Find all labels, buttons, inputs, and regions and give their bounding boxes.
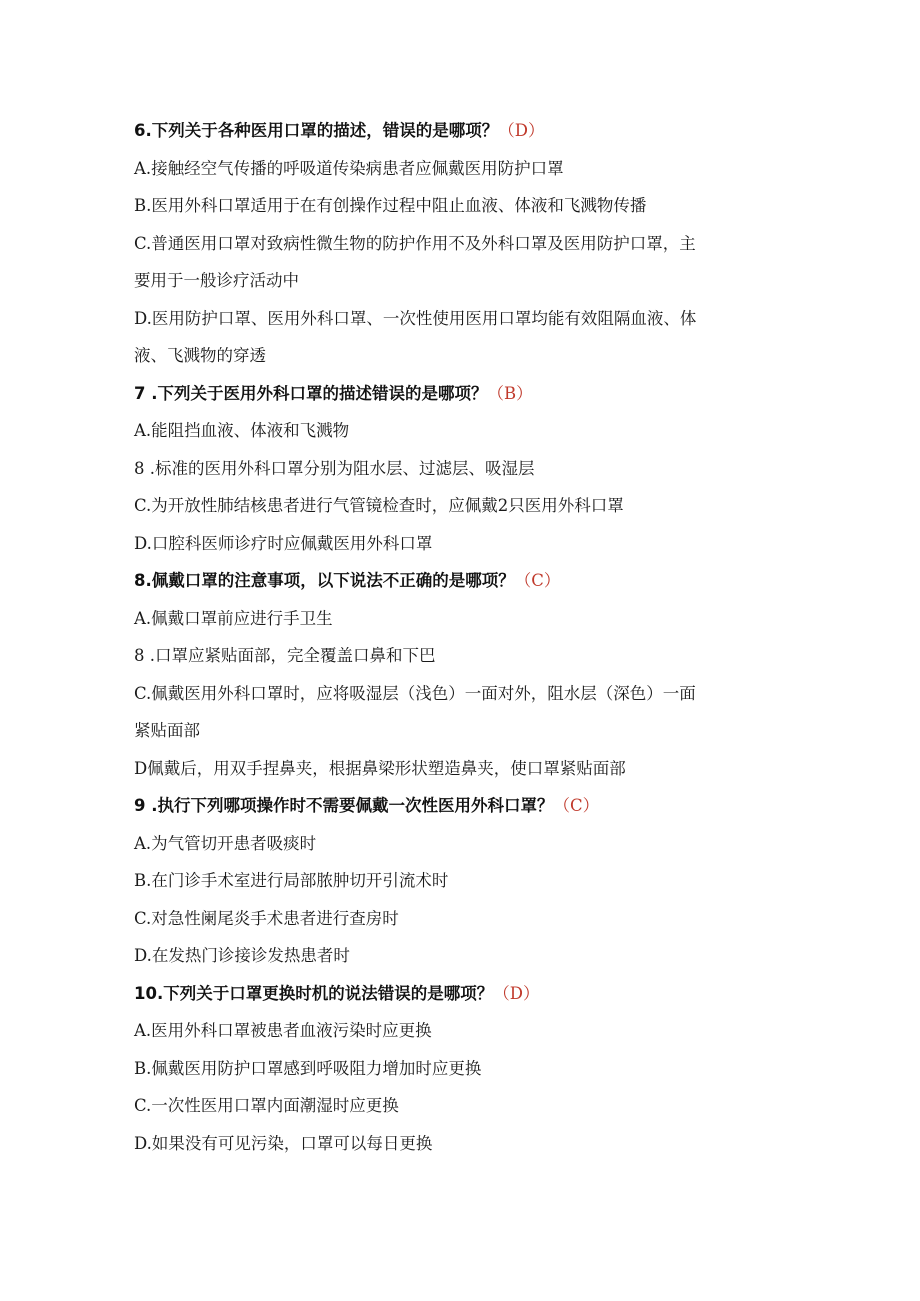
question-9-stem xyxy=(134,787,784,825)
question-8-line-5: D佩戴后，用双手捏鼻夹，根据鼻梁形状塑造鼻夹，使口罩紧贴面部 xyxy=(134,758,626,778)
question-6-answer: （D） xyxy=(498,121,545,140)
question-8-line-3: C.佩戴医用外科口罩时，应将吸湿层（浅色）一面对外，阻水层（深色）一面 xyxy=(134,683,696,703)
question-9-answer: （C） xyxy=(553,796,600,815)
question-10-answer: （D） xyxy=(493,983,540,1003)
question-9-line-3: C.对急性阑尾炎手术患者进行查房时 xyxy=(134,908,399,928)
question-list xyxy=(134,112,784,1162)
question-6-stem xyxy=(134,112,784,150)
question-10-line-1: A.医用外科口罩被患者血液污染时应更换 xyxy=(134,1021,432,1040)
question-6-line-1: A.接触经空气传播的呼吸道传染病患者应佩戴医用防护口罩 xyxy=(134,158,564,178)
question-10-line-4: D.如果没有可见污染，口罩可以每日更换 xyxy=(134,1133,433,1153)
question-7-stem xyxy=(134,375,784,413)
question-10-text: 10.下列关于口罩更换时机的说法错误的是哪项？ xyxy=(134,983,494,1003)
question-9-line-2: B.在门诊手术室进行局部脓肿切开引流术时 xyxy=(134,871,449,890)
question-9-text: 9 .执行下列哪项操作时不需要佩戴一次性医用外科口罩？ xyxy=(134,796,554,815)
question-6-line-4: 要用于一般诊疗活动中 xyxy=(134,271,299,290)
question-6-line-2: B.医用外科口罩适用于在有创操作过程中阻止血液、体液和飞溅物传播 xyxy=(134,196,647,215)
question-9-line-4: D.在发热门诊接诊发热患者时 xyxy=(134,946,350,965)
question-7-line-3: C.为开放性肺结核患者进行气管镜检查时，应佩戴2只医用外科口罩 xyxy=(134,496,624,515)
question-8-line-2: 8 .口罩应紧贴面部，完全覆盖口鼻和下巴 xyxy=(134,646,436,665)
question-8-line-4: 紧贴面部 xyxy=(134,721,200,740)
question-10-line-2: B.佩戴医用防护口罩感到呼吸阻力增加时应更换 xyxy=(134,1058,482,1078)
question-6-line-6: 液、飞溅物的穿透 xyxy=(134,346,266,365)
question-7-answer: （B） xyxy=(487,383,533,403)
question-6-text: 6.下列关于各种医用口罩的描述，错误的是哪项？ xyxy=(134,121,499,140)
question-6-line-3: C.普通医用口罩对致病性微生物的防护作用不及外科口罩及医用防护口罩，主 xyxy=(134,233,696,253)
question-9-line-1: A.为气管切开患者吸痰时 xyxy=(134,833,317,853)
question-8-stem xyxy=(134,562,784,600)
question-6-line-5: D.医用防护口罩、医用外科口罩、一次性使用医用口罩均能有效阻隔血液、体 xyxy=(134,308,697,328)
question-7-text: 7 .下列关于医用外科口罩的描述错误的是哪项？ xyxy=(134,383,488,403)
question-7-line-1: A.能阻挡血液、体液和飞溅物 xyxy=(134,421,350,440)
question-10-stem xyxy=(134,975,784,1013)
question-8-line-1: A.佩戴口罩前应进行手卫生 xyxy=(134,608,333,628)
question-7-line-2: 8 .标准的医用外科口罩分别为阻水层、过滤层、吸湿层 xyxy=(134,458,535,478)
question-7-line-4: D.口腔科医师诊疗时应佩戴医用外科口罩 xyxy=(134,533,433,553)
question-8-answer: （C） xyxy=(514,571,561,590)
question-8-text: 8.佩戴口罩的注意事项，以下说法不正确的是哪项？ xyxy=(134,571,515,590)
question-10-line-3: C.一次性医用口罩内面潮湿时应更换 xyxy=(134,1096,399,1115)
